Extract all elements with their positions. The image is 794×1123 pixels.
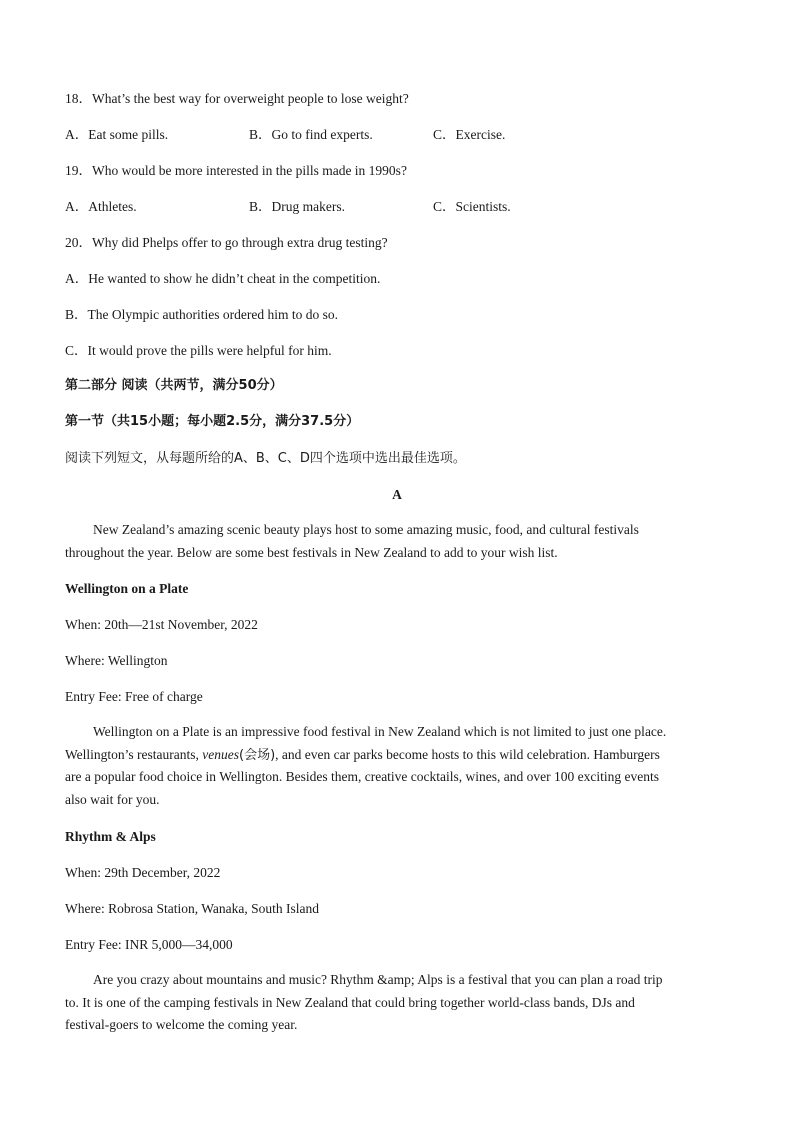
festival-2-fee: Entry Fee: INR 5,000—34,000: [65, 937, 233, 952]
description-line: festival-goers to welcome the coming year.: [65, 1017, 298, 1033]
description-line: also wait for you.: [65, 792, 160, 808]
glossed-word: venues: [202, 746, 239, 762]
festival-1-where: Where: Wellington: [65, 653, 168, 668]
description-line: Are you crazy about mountains and music? Rhythm &amp; Alps is a festival that you can plan a road trip: [93, 972, 663, 987]
question-20-stem: 20．Why did Phelps offer to go through extra drug testing?: [65, 235, 388, 250]
description-line: to. It is one of the camping festivals in New Zealand that could bring together world-class bands, DJs and: [65, 994, 635, 1010]
instruction-text: 阅读下列短文，从每题所给的A、B、C、D四个选项中选出最佳选项。: [65, 451, 466, 466]
part-2-heading: 第二部分 阅读（共两节，满分50分）: [65, 378, 283, 393]
festival-2-title: Rhythm & Alps: [65, 829, 156, 844]
festival-2-when: When: 29th December, 2022: [65, 865, 221, 880]
festival-1-description: [65, 721, 717, 812]
question-19-stem: 19．Who would be more interested in the pills made in 1990s?: [65, 163, 407, 178]
intro-paragraph: [65, 519, 717, 564]
question-20-option-a: A．He wanted to show he didn’t cheat in the competition.: [65, 271, 381, 286]
section-1-heading: 第一节（共15小题；每小题2.5分，满分37.5分）: [65, 414, 360, 429]
option-c: C．Scientists.: [433, 199, 511, 214]
intro-line: throughout the year. Below are some best festivals in New Zealand to add to your wish list.: [65, 544, 558, 560]
option-b: B．Drug makers.: [249, 199, 345, 214]
festival-1-fee: Entry Fee: Free of charge: [65, 689, 203, 704]
description-text: Wellington’s restaurants,: [65, 746, 203, 762]
question-20-option-c: C．It would prove the pills were helpful for him.: [65, 343, 332, 358]
festival-1-title: Wellington on a Plate: [65, 581, 189, 596]
question-20-option-b: B．The Olympic authorities ordered him to do so.: [65, 307, 338, 322]
festival-2-where: Where: Robrosa Station, Wanaka, South Island: [65, 901, 319, 916]
description-text: , and even car parks become hosts to this wild celebration. Hamburgers: [275, 746, 660, 762]
question-18-stem: 18．What’s the best way for overweight people to lose weight?: [65, 91, 409, 106]
description-line: Wellington on a Plate is an impressive food festival in New Zealand which is not limited to just one place.: [93, 724, 667, 739]
description-line: are a popular food choice in Wellington. Besides them, creative cocktails, wines, and over 100 exciting events: [65, 769, 659, 785]
option-a: A．Eat some pills.: [65, 127, 169, 142]
gloss-text: (会场): [239, 747, 276, 763]
intro-line: New Zealand’s amazing scenic beauty plays host to some amazing music, food, and cultural festivals: [93, 522, 639, 537]
option-b: B．Go to find experts.: [249, 127, 373, 142]
festival-2-description: [65, 969, 717, 1037]
description-line: [65, 744, 717, 767]
option-a: A．Athletes.: [65, 199, 137, 214]
passage-label: A: [392, 487, 402, 502]
option-c: C．Exercise.: [433, 127, 506, 142]
festival-1-when: When: 20th—21st November, 2022: [65, 617, 258, 632]
